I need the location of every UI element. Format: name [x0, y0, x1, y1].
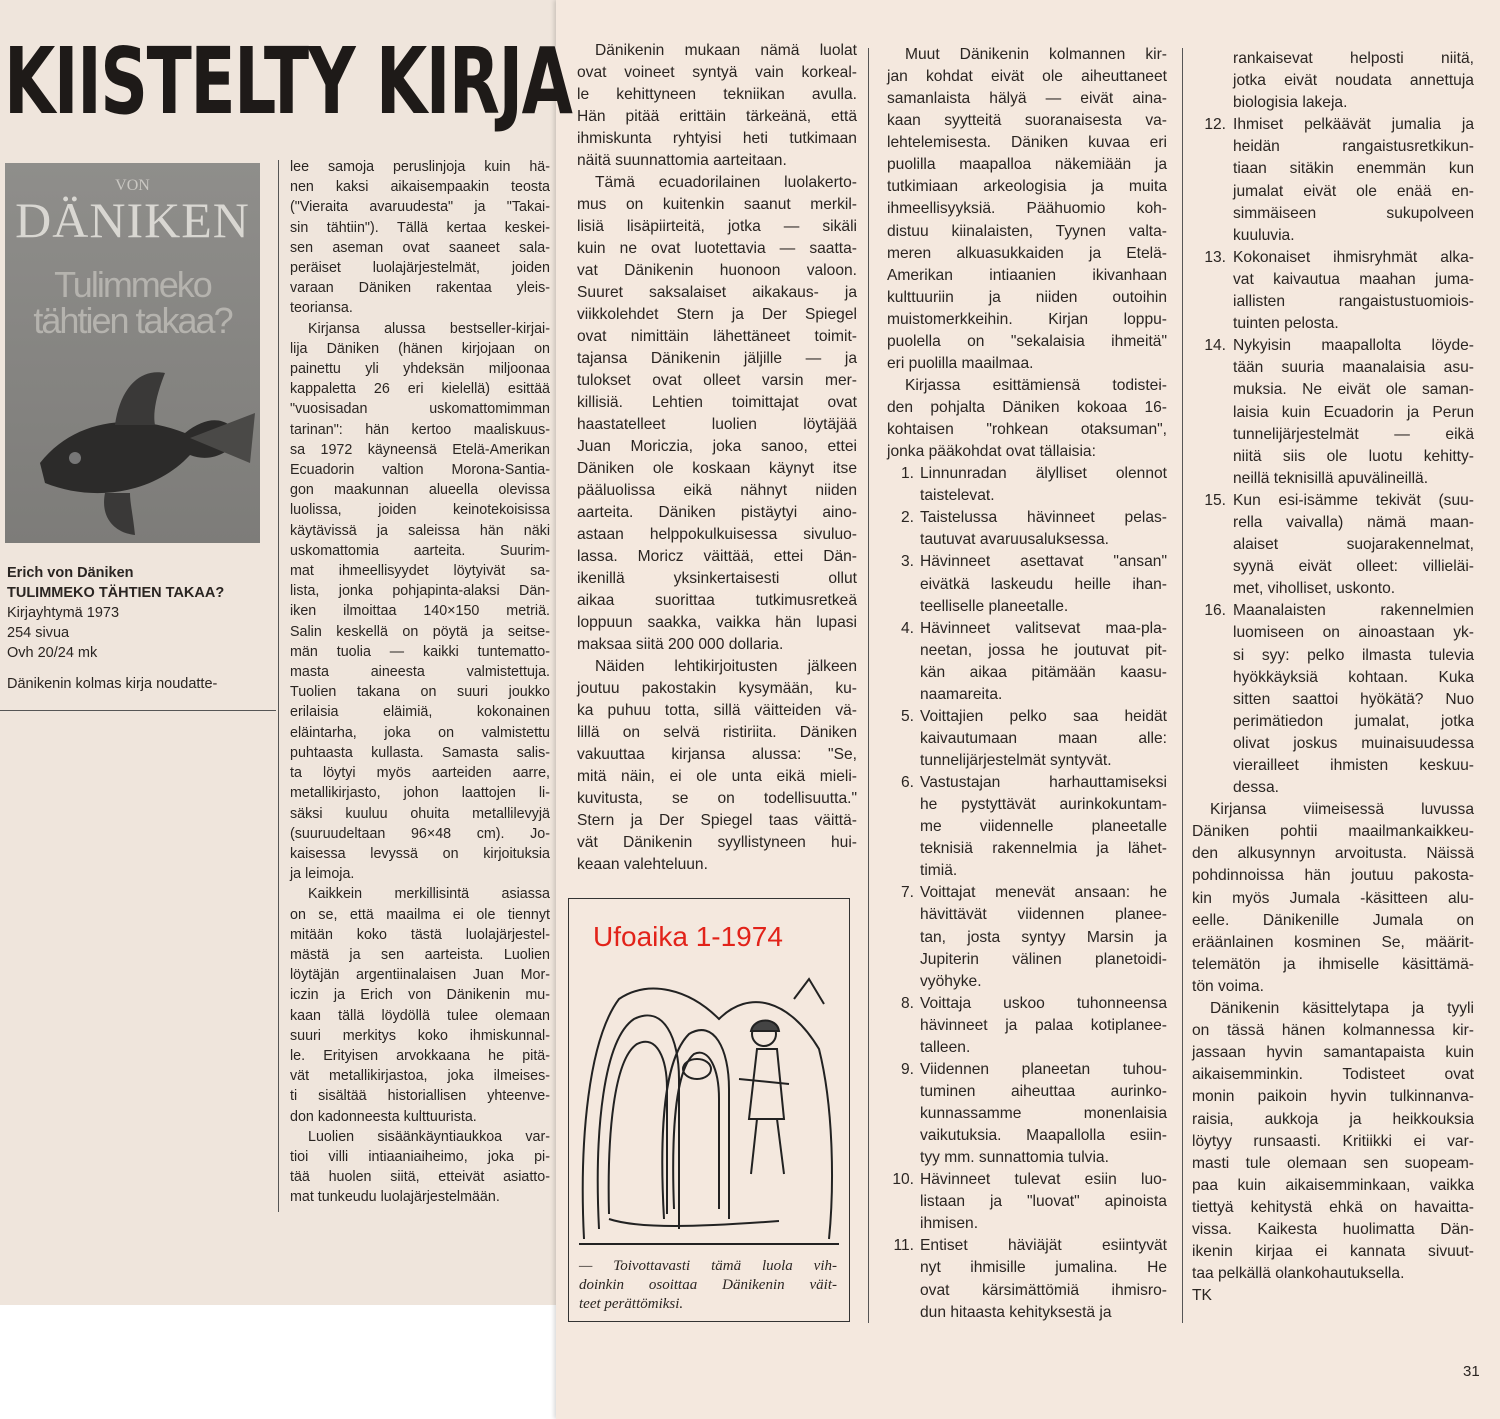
text-line: kaisessa levyssä on kirjoituksia — [290, 845, 550, 862]
text-line: tarinan": hän kertoo maaliskuus- — [290, 421, 550, 438]
book-cover-image — [5, 163, 260, 543]
text-line: hyökkäyksiä kohtaan. Kuka — [1233, 668, 1474, 686]
text-line: dun hitaasta kehityksestä ja — [920, 1303, 1112, 1321]
text-line: sitten saattoi hyökätä? Nuo — [1233, 690, 1474, 708]
text-line: si syy: pelko ilmasta tulevia — [1233, 646, 1474, 664]
paragraph — [290, 157, 550, 319]
text-line: meren alkuasukkaiden ja Etelä- — [887, 244, 1167, 262]
text-line: kaivautumaan maan alle: — [920, 729, 1167, 747]
source-stamp: Ufoaika 1-1974 — [593, 921, 783, 952]
text-line: Linnunradan älylliset olennot — [920, 465, 1167, 483]
text-line: puolella on "sekalaisia ihmeitä" — [887, 332, 1167, 350]
list-item — [887, 882, 1167, 992]
text-line: Däniken pohtii maailmankaikkeu- — [1192, 823, 1474, 841]
text-line: tyy mm. sunnattomia tulvia. — [920, 1149, 1109, 1167]
text-line: lee samoja peruslinjoja kuin hä- — [290, 159, 550, 175]
text-line: ti sisältää historiallisen yhteenve- — [290, 1088, 550, 1105]
list-item-text — [1233, 600, 1474, 799]
list-item — [887, 1235, 1167, 1323]
text-line: mästä ja sen aarteista. Luolien — [290, 946, 550, 963]
list-number: 9. — [900, 1060, 914, 1078]
text-line: mitään koko tästä luolajärjestel- — [290, 926, 550, 943]
text-line: kulttuuriin ja niiden outoihin — [887, 288, 1167, 306]
text-line: sen aseman ovat saaneet sala- — [290, 239, 550, 256]
text-line: dessa. — [1233, 779, 1279, 797]
text-line: ja leimoja. — [290, 866, 355, 883]
text-line: Hän pitää erittäin tärkeänä, että — [577, 108, 857, 125]
text-line: nyt ihmisille jumalina. He — [920, 1259, 1167, 1277]
list-item-text — [1233, 490, 1474, 600]
text-line: Voittajat menevät ansaan: he — [920, 884, 1167, 902]
text-line: syynä eivät olleet: villieläi- — [1233, 558, 1474, 576]
text-line: haastatelleet luolien löytäjää — [577, 416, 857, 433]
intro-line: Dänikenin kolmas kirja noudatte- — [7, 676, 218, 692]
text-line: distuu kiinalaisten, Tyynen valta- — [887, 222, 1167, 240]
text-line: Voittaja uskoo tuhonneensa — [920, 994, 1167, 1012]
text-line: le kehittyneen tekniikan avulla. — [577, 86, 857, 103]
text-line: Nykyisin maapallolta löyde- — [1233, 337, 1474, 355]
text-line: tan, josta syntyy Marsin ja — [920, 928, 1167, 946]
text-line: Tämä ecuadorilainen luolakerto- — [595, 174, 857, 191]
text-line: Stern ja Der Spiegel taas väittä- — [577, 812, 857, 829]
text-line: ikenin kirjaa ei kannata sivuut- — [1192, 1243, 1474, 1261]
text-line: le. Erityisen arvokkaana he pitä- — [290, 1047, 550, 1064]
divider — [0, 710, 276, 711]
text-line: Voittajien pelko saa heidät — [920, 707, 1167, 725]
text-line: Kokonaiset ihmisryhmät alka- — [1233, 248, 1474, 266]
text-line: varaan Däniken rakentaa yleis- — [290, 280, 550, 297]
text-line: Däniken ole koskaan käynyt itse — [577, 460, 857, 477]
list-number: 6. — [900, 774, 914, 792]
list-number: 2. — [900, 509, 914, 527]
text-line: puolilla maapalloa näkemiään ja — [887, 156, 1167, 174]
text-line: ovat nimittäin lähettäneet toimit- — [577, 328, 857, 345]
text-line: sa 1972 käyneensä Etelä-Amerikan — [290, 441, 550, 458]
text-line: kappaletta 26 eri kielellä) esittää — [290, 381, 550, 398]
text-line: Vastustajan harhauttamiseksi — [920, 774, 1167, 792]
list-item — [887, 551, 1167, 617]
text-line: luomiseen on ainoastaan yk- — [1233, 624, 1474, 642]
text-line: tuinten pelosta. — [1233, 315, 1339, 333]
text-line: suuri merkitys koko ihmiskunnal- — [290, 1027, 550, 1044]
text-line: aikaisemminkin. Todisteet ovat — [1192, 1066, 1474, 1084]
list-item — [887, 1169, 1167, 1235]
book-title: TULIMMEKO TÄHTIEN TAKAA? — [7, 585, 225, 601]
text-line: puhtaasta kullasta. Samasta salis- — [290, 744, 550, 761]
list-number: 10. — [892, 1171, 914, 1189]
text-line: ikenillä yksinkertaisesti ollut — [577, 570, 857, 587]
text-line: iken ilmoittaa 140×150 metriä. — [290, 603, 550, 620]
book-pages: 254 sivua — [7, 625, 70, 641]
text-line: biologisia lakeja. — [1233, 94, 1348, 112]
caption-line: doinkin osoittaa Dänikenin väit- — [579, 1277, 837, 1293]
text-line: lija Däniken (hänen kirjojaan on — [290, 340, 550, 357]
list-item — [1192, 335, 1474, 490]
text-line: lillä on selvä ristiriita. Däniken — [577, 724, 857, 741]
text-line: perimätiedon jumalat, jotka — [1233, 712, 1474, 730]
text-column-4 — [1192, 48, 1474, 1307]
text-line: eläintarha, joka on valmistettu — [290, 724, 550, 741]
page-number: 31 — [1463, 1363, 1480, 1380]
text-line: kohtaisen "rohkean otaksuman", — [887, 421, 1167, 439]
text-line: talleen. — [920, 1038, 971, 1056]
text-line: Jupiterin välinen planetoidi- — [920, 950, 1167, 968]
text-line: timiä. — [920, 862, 958, 880]
text-line: "vuosisadan uskomattomimman — [290, 401, 550, 418]
text-column-3 — [887, 44, 1167, 1324]
text-line: jan kohdat eivät ole aiheuttaneet — [887, 68, 1167, 86]
list-number — [1192, 48, 1233, 114]
list-item-text — [920, 706, 1167, 772]
list-number: 14. — [1204, 337, 1226, 355]
text-line: Amerikan intiaanien ikivanhaan — [887, 266, 1167, 284]
text-line: män tuolia — kaikki tuntematto- — [290, 643, 550, 660]
text-line: iallisten rangaistustuomiois- — [1233, 293, 1474, 311]
text-line: jumalat eivät ole enää en- — [1233, 182, 1474, 200]
text-line: vaikutuksia. Maapallolla esiin- — [920, 1127, 1167, 1145]
text-line: mat ihmeellisyydet löytyivät sa- — [290, 563, 550, 580]
cartoon-caption — [579, 1257, 837, 1314]
paragraph — [577, 40, 857, 172]
paragraph — [1192, 799, 1474, 998]
column-rule — [1182, 48, 1183, 1323]
text-line: kän aikaa pitämään kaasu- — [920, 663, 1167, 681]
caption-line: — Toivottavasti tämä luola vih- — [579, 1258, 837, 1274]
text-line: aikaa suorittaa tutkimusretkeä — [577, 592, 857, 609]
text-line: kunnassamme monenlaisia — [920, 1105, 1167, 1122]
text-line: sin tähtiin"). Tällä kertaa keskei- — [290, 219, 550, 236]
list-item — [1192, 48, 1474, 114]
text-line: mus on kuitenkin saanut merkil- — [577, 196, 857, 213]
text-line: peräiset luolajärjestelmät, joiden — [290, 260, 550, 277]
text-line: löytäjän argentiinalaisen Juan Mor- — [290, 967, 550, 984]
list-item-text — [920, 618, 1167, 706]
paragraph — [577, 656, 857, 876]
text-line: eri puolilla maailmaa. — [887, 354, 1034, 372]
list-item — [887, 507, 1167, 551]
text-line: niitä siis ole luotu kehitty- — [1233, 447, 1474, 465]
text-line: paa kuin aikaisemminkaan, vaikka — [1192, 1176, 1474, 1194]
cartoon-box — [568, 898, 850, 1322]
cover-author: DÄNIKEN — [15, 192, 250, 248]
text-line: ("Vieraita avaruudesta" ja "Takai- — [290, 199, 550, 216]
text-line: Kirjassa esittämiensä todistei- — [905, 376, 1167, 394]
text-line: vat Dänikenin huonoon valoon. — [577, 262, 857, 279]
text-line: Hävinneet valitsevat maa-pla- — [920, 619, 1167, 637]
text-line: muistomerkkeihin. Kirjan loppu- — [887, 310, 1167, 328]
author-signature — [1192, 1285, 1474, 1307]
cover-title: Tulimmeko tähtien takaa? — [33, 264, 232, 341]
list-item — [887, 618, 1167, 706]
text-line: teoriansa. — [290, 300, 353, 317]
list-item-text — [920, 463, 1167, 507]
column-rule — [868, 48, 869, 1323]
list-item — [1192, 600, 1474, 799]
text-line: ovat voineet syntyä vain korkeal- — [577, 64, 857, 81]
list-item — [887, 993, 1167, 1059]
text-line: on tässä hänen kolmannessa kir- — [1192, 1022, 1474, 1040]
text-line: tuminen aiheuttaa aurinko- — [920, 1082, 1167, 1100]
text-line: he pystyttävät aurinkokuntam- — [920, 796, 1167, 814]
text-line: Juan Moricziа, joka sanoo, ettei — [577, 438, 857, 455]
text-line: samanlaista hälyä — eivät aina- — [887, 90, 1167, 108]
text-line: ihmisen. — [920, 1215, 979, 1233]
list-item-text — [920, 772, 1167, 882]
text-line: jassaan hyvin samantapaista kuin — [1192, 1044, 1474, 1062]
text-line: keaan valehteluun. — [577, 856, 708, 873]
text-line: metallikirjasto, johon laattojen li- — [290, 785, 550, 802]
text-line: lista, jonka pohjapinta-alaksi Dän- — [290, 583, 550, 600]
text-line: eräänlainen kosminen Se, määrit- — [1192, 933, 1474, 951]
text-line: kaan tällä löydöllä tulee olemaan — [290, 1007, 550, 1024]
list-item — [887, 706, 1167, 772]
list-number: 7. — [900, 884, 914, 902]
text-line: pääluolissa eikä nähnyt niiden — [577, 482, 857, 499]
list-item — [887, 1059, 1167, 1169]
text-line: tunnelijärjestelmät syntyvät. — [920, 752, 1112, 769]
list-item-text — [920, 1235, 1167, 1323]
text-line: Maanalaisten rakennelmien — [1233, 602, 1474, 620]
text-line: neillä teknisillä apuvälineillä. — [1233, 469, 1429, 487]
list-item — [1192, 114, 1474, 247]
list-number: 15. — [1204, 491, 1226, 509]
book-author: Erich von Däniken — [7, 565, 134, 581]
list-number: 1. — [900, 465, 914, 483]
text-line: vakuuttaa kirjansa alussa: "Se, — [577, 746, 857, 763]
cover-von: VON — [115, 177, 150, 194]
text-line: kuvitusta, se on todellisuutta." — [577, 790, 857, 807]
text-line: den pohjalta Däniken kokoaa 16- — [887, 399, 1167, 416]
text-line: laisia kuin Ecuadorin ja Perun — [1233, 403, 1474, 421]
text-line: tää huolen siitä, etteivät asiatto- — [290, 1169, 550, 1186]
text-line: taistelevat. — [920, 487, 995, 505]
text-line: vät metallikirjastoa, joka ilmeises- — [290, 1068, 550, 1085]
text-line: killisiä. Lehtien toimittajat ovat — [577, 394, 857, 411]
text-line: käytävissä ja saleissa hän näki — [290, 522, 550, 539]
text-line: muksia. Ne eivät ole saman- — [1233, 381, 1474, 399]
list-number: 8. — [900, 994, 914, 1012]
text-line: (suuruudeltaan 96×48 cm). Jo- — [290, 825, 550, 842]
text-line: tutkimiaan arkeologisia ja muita — [887, 178, 1167, 196]
text-line: kin myös Jumala -käsitteen alu- — [1192, 889, 1474, 907]
text-line: tiaan sitäkin enemmän kun — [1233, 160, 1474, 178]
text-line: raisia, aukkoja ja heikkouksia — [1192, 1110, 1474, 1128]
text-line: tulokset ovat olleet varsin mer- — [577, 372, 857, 389]
text-line: teelliselle planeetalle. — [920, 597, 1069, 615]
text-line: olivat joskus muinaisuudessa — [1233, 734, 1474, 752]
text-line: kuuluvia. — [1233, 226, 1295, 244]
text-line: Viidennen planeetan tuhou- — [920, 1060, 1167, 1078]
text-line: lisiä lisäpiirteitä, jotka — sikäli — [577, 218, 857, 235]
text-line: kaan syytteitä suoranaisesta va- — [887, 112, 1167, 130]
text-line: Kaikkein merkillisintä asiassa — [308, 886, 550, 903]
text-line: Kun esi-isämme tekivät (suu- — [1233, 491, 1474, 509]
text-line: tautuvat avaruusaluksessa. — [920, 531, 1109, 549]
text-line: rella vaivalla) nämä maan- — [1233, 513, 1474, 531]
text-line: masta aineesta valmistettuja. — [290, 664, 550, 681]
text-line: ta löytyi myös aarteiden aarre, — [290, 765, 550, 782]
text-line: me viidennelle planeetalle — [920, 818, 1167, 836]
text-line: masti tule olemaan sen suopeam- — [1192, 1154, 1474, 1172]
paragraph — [887, 44, 1167, 375]
list-number: 16. — [1204, 602, 1226, 620]
text-line: telemätön ja ihmiselle käsittämä- — [1192, 955, 1474, 973]
text-line: vissa. Kaikesta huolimatta Dän- — [1192, 1220, 1474, 1238]
paragraph — [290, 1127, 550, 1208]
text-line: jonka pääkohdat ovat tällaisia: — [887, 443, 1096, 461]
list-item-text — [920, 507, 1167, 551]
list-item — [1192, 247, 1474, 335]
text-line: tunnelijärjestelmät — eikä — [1233, 425, 1474, 443]
text-column-2 — [577, 40, 857, 876]
text-line: loppuun saakka, vaikka hän lupasi — [577, 614, 857, 631]
column-rule — [278, 160, 279, 1212]
text-line: kuin ne ovat luotettavia — saatta- — [577, 240, 857, 257]
text-line: löytyy runsaasti. Kritiikki ei var- — [1192, 1132, 1474, 1150]
text-line: Ecuadorin valtion Morona-Santia- — [290, 462, 550, 479]
text-line: listaan ja "luovat" apinoista — [920, 1193, 1167, 1211]
text-line: Näiden lehtikirjoitusten jälkeen — [595, 658, 857, 675]
list-item-text — [920, 1059, 1167, 1169]
text-line: Ihmiset pelkäävät jumalia ja — [1233, 116, 1474, 134]
paragraph — [887, 375, 1167, 463]
list-item — [1192, 490, 1474, 600]
text-line: nen kaksi aikaisempaakin teosta — [290, 179, 550, 196]
text-line: neetan, jossa he joutuvat pit- — [920, 641, 1167, 659]
text-line: monin paikoin hyvin tulkinnanva- — [1192, 1088, 1474, 1106]
text-line: taa pelkällä olankohautuksella. — [1192, 1265, 1405, 1283]
text-line: astaan helppokulkuisessa sivuluo- — [577, 526, 857, 543]
text-line: jotka eivät noudata annettuja — [1233, 72, 1474, 90]
list-item-text — [920, 551, 1167, 617]
article-title: KIISTELTY KIRJA — [4, 28, 572, 135]
list-number: 5. — [900, 707, 914, 725]
text-line: viikkolehdet Stern ja Der Spiegel — [577, 306, 857, 323]
list-number: 3. — [900, 553, 914, 571]
text-line: Hävinneet tulevat esiin luo- — [920, 1171, 1167, 1189]
book-info — [7, 563, 277, 694]
text-line: tön voima. — [1192, 977, 1264, 995]
text-line: eivätkä laskeudu heille ihan- — [920, 575, 1167, 593]
fish-figure-icon — [5, 163, 260, 543]
text-line: iczin ja Erich von Dänikenin mu- — [290, 987, 550, 1004]
text-line: ihmiskunta ryhtyisi heti tutkimaan — [577, 130, 857, 147]
text-line: met, viholliset, uskonto. — [1233, 580, 1396, 598]
text-line: joutuu pakostakin kysymään, ku- — [577, 680, 857, 697]
text-line: tajansa Dänikenin jäljille — ja — [577, 350, 857, 367]
text-line: säksi kuuluu ohuita metallilevyjä — [290, 805, 550, 822]
text-line: Suuret saksalaiset aikakaus- ja — [577, 284, 857, 301]
text-line: Taistelussa hävinneet pelas- — [920, 509, 1167, 527]
text-line: Dänikenin käsittelytapa ja tyyli — [1210, 1000, 1474, 1018]
text-line: lehtelemisesta. Däniken kuvaa eri — [887, 134, 1167, 152]
text-line: luolissa, joiden keinotekoisissa — [290, 502, 550, 519]
text-line: simmäiseen sukupolveen — [1233, 204, 1474, 222]
text-line: ka puhuu totta, sillä väitteiden vä- — [577, 702, 857, 719]
text-line: gon maakunnan alueella olevissa — [290, 482, 550, 499]
text-line: uskomattomia aarteita. Suurim- — [290, 542, 550, 559]
list-item-text — [1233, 114, 1474, 247]
text-line: TK — [1192, 1287, 1212, 1305]
caption-line: teet perättömiksi. — [579, 1296, 684, 1312]
text-line: näitä suunnattomia aarteitaan. — [577, 152, 787, 169]
paragraph — [290, 884, 550, 1126]
list-number: 13. — [1204, 248, 1226, 266]
book-price: Ovh 20/24 mk — [7, 645, 98, 661]
text-line: mitä näin, ei ole unta eikä mieli- — [577, 768, 857, 785]
list-number: 4. — [900, 619, 914, 637]
text-line: den alkusynnyn arvoitusta. Näissä — [1192, 845, 1474, 863]
text-line: don kadonneesta kulttuurista. — [290, 1108, 477, 1125]
text-line: Hävinneet asettavat "ansan" — [920, 553, 1167, 571]
paragraph — [290, 319, 550, 885]
text-line: tään suuria maanalaisia asu- — [1233, 359, 1474, 377]
text-line: tioi villi intiaaniaiheimo, joka pi- — [290, 1148, 550, 1165]
text-line: Dänikenin mukaan nämä luolat — [595, 42, 857, 59]
text-line: painettu yli yhdeksän miljoonaa — [290, 361, 550, 378]
text-line: rankaisevat helposti niitä, — [1233, 50, 1474, 67]
text-line: heidän rangaistusretkikun- — [1233, 138, 1474, 156]
list-item-text — [1233, 48, 1474, 114]
text-line: pohdinnoissa hän joutuu pakosta- — [1192, 867, 1474, 885]
list-item-text — [920, 1169, 1167, 1235]
text-line: Entiset häviäjät esiintyvät — [920, 1237, 1167, 1255]
text-line: teknisiä rakennelmia ja lähet- — [920, 840, 1167, 858]
text-line: vyöhyke. — [920, 972, 982, 990]
text-line: vat kaivautua maahan juma- — [1233, 270, 1474, 288]
text-line: naamareita. — [920, 685, 1003, 703]
text-line: erilaisia eläimiä, kokonainen — [290, 704, 550, 721]
text-line: tiettyä kehitystä ehkä on havaitta- — [1192, 1198, 1474, 1216]
paragraph — [1192, 998, 1474, 1285]
list-item — [887, 772, 1167, 882]
text-line: on se, että maailma ei ole tiennyt — [290, 906, 550, 923]
text-line: mat tunkeudu luolajärjestelmään. — [290, 1189, 500, 1206]
text-line: vierailleet ihmisten keskuu- — [1233, 757, 1474, 774]
list-item-text — [920, 882, 1167, 992]
text-line: Tuolien takana on suuri joukko — [290, 684, 550, 701]
list-number: 12. — [1204, 116, 1226, 134]
text-line: aarteita. Däniken pistäytyi aino- — [577, 504, 857, 521]
text-line: Luolien sisäänkäyntiaukkoa var- — [308, 1128, 550, 1145]
book-publisher: Kirjayhtymä 1973 — [7, 605, 120, 621]
list-number: 11. — [893, 1237, 914, 1255]
text-line: ovat kärsimättömiä ihmisro- — [920, 1281, 1167, 1299]
text-line: ihmeellisyyksiä. Päähuomio koh- — [887, 200, 1167, 218]
text-line: hävittävät viidennen planee- — [920, 906, 1167, 924]
text-line: maksaa siitä 200 000 dollaria. — [577, 636, 784, 653]
text-line: Kirjansa viimeisessä luvussa — [1210, 801, 1474, 819]
text-line: Kirjansa alussa bestseller-kirjai- — [308, 320, 550, 337]
paragraph — [577, 172, 857, 656]
text-line: alaiset suojarakennelmat, — [1233, 536, 1474, 554]
cave-cartoon-illustration — [579, 959, 839, 1249]
text-line: hävinneet ja palaa kotiplanee- — [920, 1016, 1167, 1034]
text-line: Muut Dänikenin kolmannen kir- — [905, 46, 1167, 63]
list-item-text — [1233, 247, 1474, 335]
list-item-text — [1233, 335, 1474, 490]
list-item — [887, 463, 1167, 507]
text-line: vät Dänikenin syyllistyneen hui- — [577, 834, 857, 851]
text-line: Salin keskellä on pöytä ja seitse- — [290, 623, 550, 640]
text-line: lassa. Moricz väittää, ettei Dän- — [577, 548, 857, 565]
list-item-text — [920, 993, 1167, 1059]
text-column-1 — [290, 157, 550, 1208]
text-line: eelle. Dänikenille Jumala on — [1192, 911, 1474, 929]
